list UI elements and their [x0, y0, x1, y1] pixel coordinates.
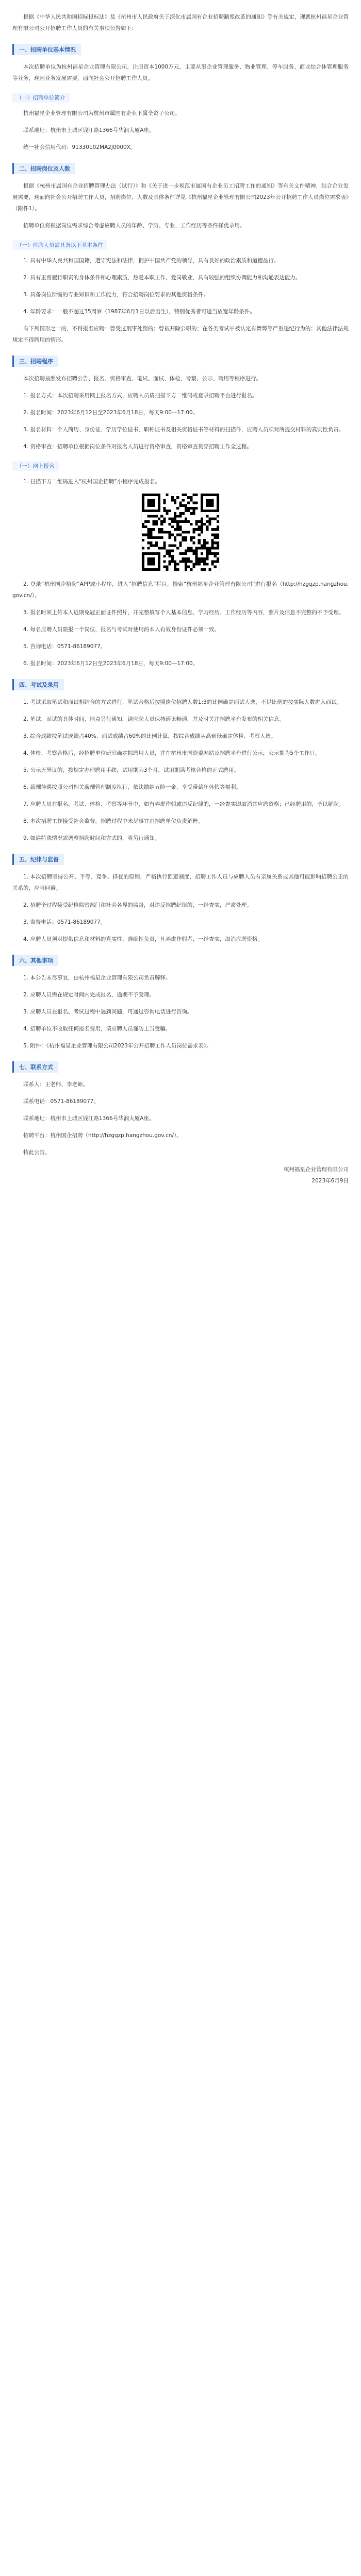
section-3-title: 三、招聘程序 — [12, 355, 58, 367]
paragraph: 3. 具备岗位所需的专业知识和工作能力，符合招聘岗位要求的其他资格条件。 — [23, 292, 209, 298]
section-7-title: 七、联系方式 — [12, 1061, 58, 1073]
paragraph: 2. 登录“杭州国企招聘”APP或小程序，进入“招聘信息”栏目，搜索“杭州福星企业管理有限公司”进行报名（http://hzgqzp.hangzhou.gov.cn/）。 — [12, 581, 349, 599]
paragraph: 招聘平台：杭州国企招聘（http://hzgqzp.hangzhou.gov.cn/）。 — [23, 1132, 182, 1139]
paragraph: 本次招聘按照发布招聘公告、报名、资格审查、笔试、面试、体检、考察、公示、聘用等程序进行。 — [23, 376, 261, 382]
paragraph: 6. 报名时间：2023年6月12日至2023年6月18日，每天9:00—17:00。 — [23, 660, 199, 667]
qr-code-icon — [142, 494, 219, 571]
paragraph: 4. 每名应聘人员限报一个岗位，报名与考试时使用的本人有效身份证件必须一致。 — [23, 626, 220, 633]
paragraph: 根据《杭州市属国有企业招聘管理办法（试行）》和《关于进一步规范市属国有企业员工招聘工作的通知》等有关文件精神，结合企业发展需要，现面向社会公开招聘工作人员，招聘岗位、人数及具体条件详见《杭州福星企业管理有限公司2023年公开招聘工作人员岗位需求表》（附件1）。 — [12, 183, 349, 212]
paragraph: 1. 本公告未尽事宜，由杭州福星企业管理有限公司负责解释。 — [23, 975, 171, 981]
paragraph: 4. 年龄要求：一般不超过35周岁（1987年6月1日以后出生），特别优秀者可适当放宽年龄条件。 — [23, 309, 256, 315]
paragraph: 联系人：王老师、李老师。 — [23, 1081, 88, 1088]
paragraph: 1. 报名方式：本次招聘采用网上报名方式，应聘人员请扫描下方二维码或登录招聘平台进行报名。 — [23, 393, 258, 399]
paragraph: 7. 应聘人员在报名、考试、体检、考察等环节中，如有弄虚作假或违反纪律的，一经查实即取消其应聘资格；已经聘用的，予以解聘。 — [23, 801, 344, 807]
paragraph: 联系电话：0571-86189077。 — [23, 1098, 99, 1105]
section-1-subhead: （一）招聘单位简介 — [12, 93, 70, 103]
paragraph: 4. 应聘人员须对提供信息和材料的真实性、准确性负责，凡弄虚作假者，一经查实，取消应聘资格。 — [23, 936, 263, 942]
section-5-title: 五、纪律与监督 — [12, 854, 64, 865]
paragraph: 5. 咨询电话：0571-86189077。 — [23, 643, 106, 650]
paragraph: 本次招聘单位为杭州福星企业管理有限公司，注册资本1000万元，主要从事企业管理服务、物业管理、停车服务、商业综合体管理服务等业务，现因业务发展需要，面向社会公开招聘工作人员。 — [12, 64, 349, 81]
paragraph: 杭州福星企业管理有限公司为杭州市属国有企业下属全资子公司。 — [23, 110, 180, 116]
section-6-title: 六、其他事项 — [12, 955, 58, 966]
signature-date: 2023年6月9日 — [311, 1178, 349, 1184]
paragraph: 8. 本次招聘工作接受社会监督，招聘过程中未尽事宜由招聘单位负责解释。 — [23, 818, 204, 824]
announcement-page — [0, 0, 361, 1202]
paragraph: 有下列情形之一的，不得报名应聘：曾受过刑事处罚的；曾被开除公职的；在各类考试中被认定有舞弊等严重违纪行为的；其他法律法规规定不得聘用的情形。 — [12, 326, 349, 343]
intro-paragraph: 根据《中华人民共和国招标投标法》及《杭州市人民政府关于深化市属国有企业招聘制度改革的通知》等有关规定，现就杭州福星企业管理有限公司公开招聘工作人员的有关事项公告如下： — [12, 14, 349, 31]
paragraph: 特此公告。 — [23, 1149, 51, 1156]
paragraph: 联系地址：杭州市上城区钱江路1366号华润大厦A座。 — [23, 1115, 155, 1122]
section-1-title: 一、招聘单位基本情况 — [12, 44, 81, 55]
registration-qr-code[interactable] — [141, 493, 220, 571]
paragraph: 4. 资格审查：招聘单位根据岗位条件对报名人员进行资格审查，资格审查贯穿招聘工作全过程。 — [23, 444, 252, 450]
paragraph: 1. 考试采取笔试和面试相结合的方式进行，笔试合格后按照岗位招聘人数1:3的比例确定面试人选，不足比例的按实际人数进入面试。 — [23, 699, 342, 705]
paragraph: 1. 扫描下方二维码进入“杭州国企招聘”小程序完成报名。 — [23, 479, 160, 485]
paragraph: 9. 如遇特殊情况需调整招聘时间和方式的，将另行通知。 — [23, 835, 160, 841]
paragraph: 2. 招聘全过程接受纪检监察部门和社会各界的监督，对违反招聘纪律的，一经查实，严肃处理。 — [23, 902, 252, 908]
paragraph: 5. 附件：《杭州福星企业管理有限公司2023年公开招聘工作人员岗位需求表》。 — [23, 1043, 212, 1049]
section-2-title: 二、招聘岗位及人数 — [12, 163, 75, 174]
paragraph: 2. 报名时间：2023年6月12日至2023年6月18日，每天9:00—17:00。 — [23, 410, 199, 416]
paragraph: 3. 应聘人员在报名、考试过程中遇到问题，可通过咨询电话进行咨询。 — [23, 1009, 193, 1015]
paragraph: 2. 具有正常履行职责的身体条件和心理素质，热爱本职工作，爱岗敬业，具有较强的组织协调能力和沟通表达能力。 — [23, 275, 301, 281]
paragraph: 3. 报名材料：个人简历、身份证、学历学位证书、职称证书及相关资格证书等材料的扫描件，应聘人员须对所提交材料的真实性负责。 — [23, 427, 344, 433]
paragraph: 5. 公示无异议的，按规定办理聘用手续，试用期为3个月，试用期满考核合格的正式聘用。 — [23, 767, 240, 773]
signature-company: 杭州福星企业管理有限公司 — [284, 1166, 349, 1173]
paragraph: 4. 招聘单位不收取任何报名费用，请应聘人员谨防上当受骗。 — [23, 1026, 171, 1032]
paragraph: 3. 综合成绩按笔试成绩占40%、面试成绩占60%的比例计算，按综合成绩从高到低确定体检、考察人选。 — [23, 733, 276, 739]
paragraph: 1. 本次招聘坚持公开、平等、竞争、择优的原则，严格执行回避制度，招聘工作人员与应聘人员有亲属关系或其他可能影响招聘公正的关系的，应当回避。 — [12, 874, 349, 891]
paragraph: 6. 薪酬待遇按照公司相关薪酬管理制度执行，依法缴纳五险一金，享受带薪年休假等福利。 — [23, 784, 241, 790]
section-2-subhead: （一）应聘人员需具备以下基本条件 — [12, 240, 107, 250]
paragraph: 2. 笔试、面试的具体时间、地点另行通知，请应聘人员保持通讯畅通，并及时关注招聘平台发布的相关信息。 — [23, 716, 285, 722]
section-3-subhead: （一）网上报名 — [12, 461, 59, 471]
paragraph: 2. 应聘人员需在规定时间内完成报名，逾期不予受理。 — [23, 992, 155, 998]
paragraph: 1. 具有中华人民共和国国籍，遵守宪法和法律，拥护中国共产党的领导，具有良好的政治素质和道德品行。 — [23, 258, 280, 264]
paragraph: 招聘单位将根据岗位需求综合考虑应聘人员的年龄、学历、专业、工作经历等条件择优录用。 — [23, 223, 245, 229]
paragraph: 3. 报名时须上传本人近期免冠正面证件照片，并完整填写个人基本信息、学习经历、工作经历等内容，照片及信息不完整的不予受理。 — [23, 609, 344, 616]
section-4-title: 四、考试及录用 — [12, 679, 64, 690]
paragraph: 4. 体检、考察合格后，经招聘单位研究确定拟聘用人员，并在杭州市国资委网站及招聘平台进行公示，公示期为5个工作日。 — [23, 750, 321, 756]
paragraph: 3. 监督电话：0571-86189077。 — [23, 919, 106, 925]
paragraph: 联系地址：杭州市上城区钱江路1366号华润大厦A座。 — [23, 127, 155, 133]
paragraph: 统一社会信用代码：91330102MA2J0000X。 — [23, 144, 136, 150]
signature-block — [12, 1164, 349, 1187]
